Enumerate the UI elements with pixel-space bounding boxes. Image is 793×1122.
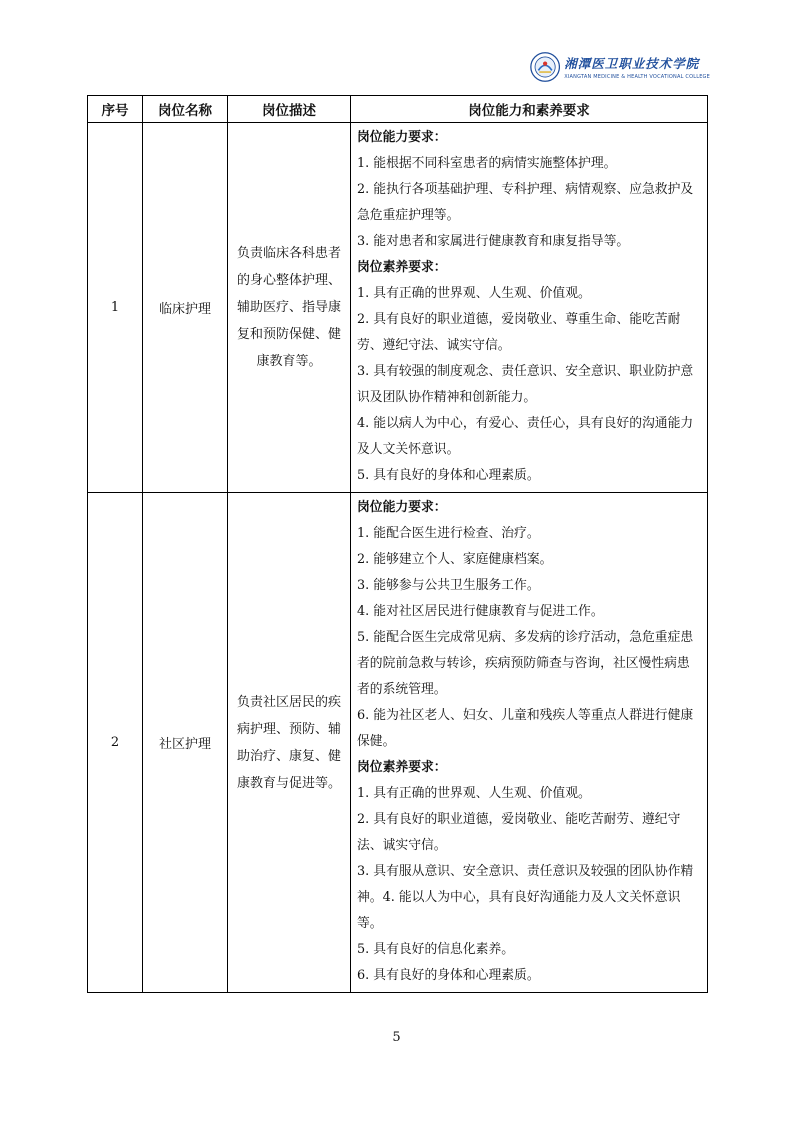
row-requirements xyxy=(351,123,708,493)
school-seal-icon xyxy=(530,49,560,85)
row-job-desc: 负责社区居民的疾病护理、预防、辅助治疗、康复、健康教育与促进等。 xyxy=(228,493,351,993)
quality-item: 2. 具有良好的职业道德，爱岗敬业、能吃苦耐劳、遵纪守法、诚实守信。 xyxy=(357,812,681,853)
school-name-cn: 湘潭医卫职业技术学院 xyxy=(564,56,700,71)
ability-title: 岗位能力要求： xyxy=(357,500,447,515)
page-number: 5 xyxy=(392,1030,401,1045)
header-job-desc: 岗位描述 xyxy=(228,96,351,123)
ability-item: 5. 能配合医生完成常见病、多发病的诊疗活动，急危重症患者的院前急救与转诊，疾病预防筛查与咨询，社区慢性病患者的系统管理。 xyxy=(357,630,694,697)
ability-item: 6. 能为社区老人、妇女、儿童和残疾人等重点人群进行健康保健。 xyxy=(357,708,694,749)
ability-item: 4. 能对社区居民进行健康教育与促进工作。 xyxy=(357,604,604,619)
header-requirements: 岗位能力和素养要求 xyxy=(351,96,708,123)
quality-item: 1. 具有正确的世界观、人生观、价值观。 xyxy=(357,786,591,801)
page-header xyxy=(530,46,710,88)
ability-item: 1. 能配合医生进行检查、治疗。 xyxy=(357,526,540,541)
ability-item: 3. 能对患者和家属进行健康教育和康复指导等。 xyxy=(357,234,630,249)
quality-item: 3. 具有较强的制度观念、责任意识、安全意识、职业防护意识及团队协作精神和创新能力。 xyxy=(357,364,694,405)
quality-item: 6. 具有良好的身体和心理素质。 xyxy=(357,968,540,983)
row-requirements xyxy=(351,493,708,993)
quality-item: 5. 具有良好的信息化素养。 xyxy=(357,942,515,957)
table-row xyxy=(88,123,708,493)
quality-title: 岗位素养要求： xyxy=(357,260,447,275)
job-requirements-table xyxy=(87,95,708,993)
table-header-row xyxy=(88,96,708,123)
table-row xyxy=(88,493,708,993)
row-job-name: 社区护理 xyxy=(143,493,228,993)
header-job-name: 岗位名称 xyxy=(143,96,228,123)
header-no: 序号 xyxy=(88,96,143,123)
ability-item: 3. 能够参与公共卫生服务工作。 xyxy=(357,578,540,593)
row-job-name: 临床护理 xyxy=(143,123,228,493)
quality-item: 4. 能以病人为中心，有爱心、责任心，具有良好的沟通能力及人文关怀意识。 xyxy=(357,416,694,457)
ability-item: 2. 能执行各项基础护理、专科护理、病情观察、应急救护及急危重症护理等。 xyxy=(357,182,694,223)
row-no: 2 xyxy=(88,493,143,993)
row-job-desc: 负责临床各科患者的身心整体护理、辅助医疗、指导康复和预防保健、健康教育等。 xyxy=(228,123,351,493)
school-name-en: XIANGTAN MEDICINE & HEALTH VOCATIONAL COLLEGE xyxy=(564,74,710,80)
quality-item: 3. 具有服从意识、安全意识、责任意识及较强的团队协作精神。4. 能以人为中心，具有良好沟通能力及人文关怀意识等。 xyxy=(357,864,694,931)
quality-item: 5. 具有良好的身体和心理素质。 xyxy=(357,468,540,483)
quality-title: 岗位素养要求： xyxy=(357,760,447,775)
row-no: 1 xyxy=(88,123,143,493)
ability-item: 2. 能够建立个人、家庭健康档案。 xyxy=(357,552,553,567)
quality-item: 1. 具有正确的世界观、人生观、价值观。 xyxy=(357,286,591,301)
ability-item: 1. 能根据不同科室患者的病情实施整体护理。 xyxy=(357,156,617,171)
ability-title: 岗位能力要求： xyxy=(357,130,447,145)
quality-item: 2. 具有良好的职业道德，爱岗敬业、尊重生命、能吃苦耐劳、遵纪守法、诚实守信。 xyxy=(357,312,681,353)
